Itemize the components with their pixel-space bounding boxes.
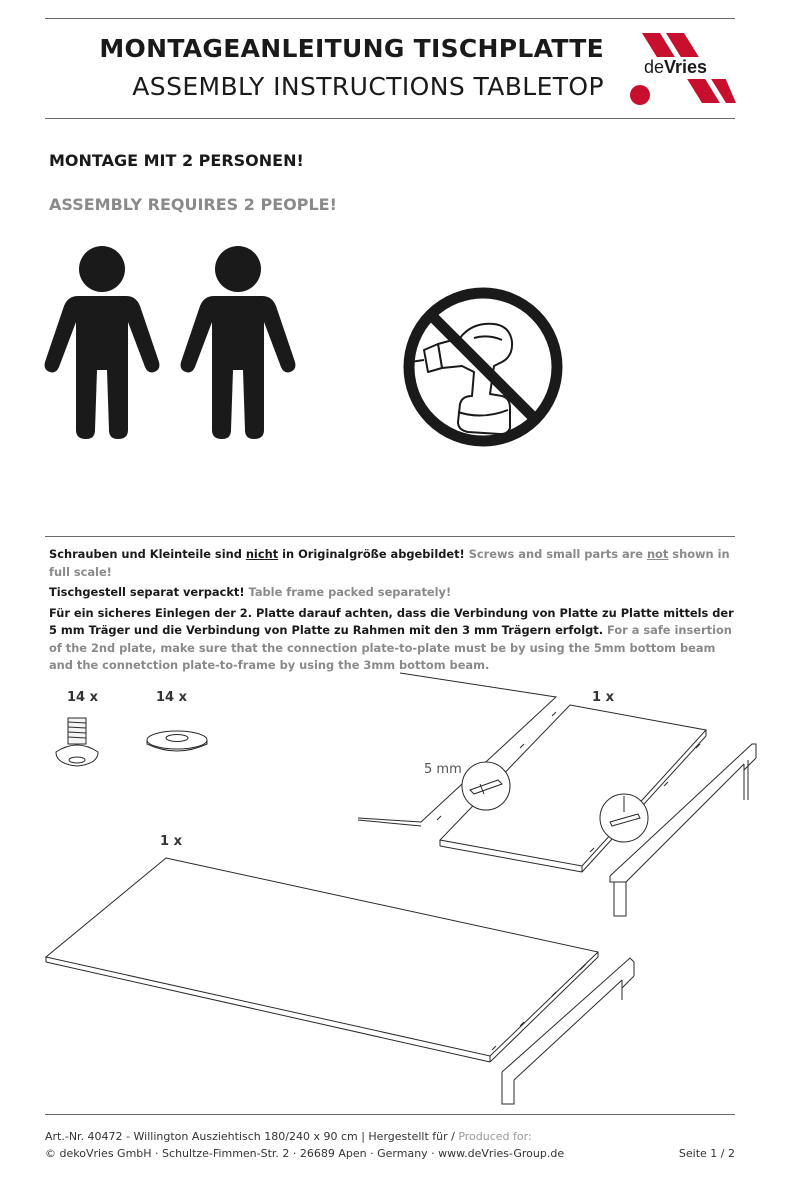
- dimension-5mm: 5 mm: [424, 762, 462, 777]
- note-frame-packed: Tischgestell separat verpackt! Table frame packed separately!: [49, 585, 452, 599]
- logo-text-de: de: [644, 57, 665, 77]
- footer-article-info: Art.-Nr. 40472 - Willington Ausziehtisch 180/240 x 90 cm | Hergestellt für / Produced for:: [45, 1130, 532, 1143]
- washer-quantity: 14 x: [156, 690, 188, 705]
- heading-german: MONTAGE MIT 2 PERSONEN!: [49, 151, 304, 170]
- washer-icon: [147, 731, 207, 751]
- plate-large-drawing: [46, 858, 598, 1062]
- footer-company-info: © dekoVries GmbH · Schultze-Fimmen-Str. 2 · 26689 Apen · Germany · www.deVries-Group.de: [45, 1147, 565, 1160]
- screw-quantity: 14 x: [67, 690, 99, 705]
- note-small-parts-de: Schrauben und Kleinteile sind nicht in Originalgröße abgebildet!: [49, 547, 465, 561]
- screw-icon: [56, 718, 98, 766]
- plate-large-quantity: 1 x: [160, 834, 182, 849]
- page-number: Seite 1 / 2: [678, 1147, 735, 1160]
- note-small-parts-en: Screws and small parts are not shown in full scale!: [49, 547, 730, 579]
- note-plate-insertion: Für ein sicheres Einlegen der 2. Platte darauf achten, dass die Verbindung von Platte zu Platte mittels der 5 mm Träger und die Verbindung von Platte zu Rahmen mit den 3 mm Trägern erfolgt. For a safe insertion of the 2nd plate, make sure that the connection plate-to-plate must be by using the 5mm bottom beam and the connetction plate-to-frame by using the 3mm bottom beam.: [49, 605, 734, 672]
- title-german: MONTAGEANLEITUNG TISCHPLATTE: [99, 34, 604, 63]
- plate-small-drawing: [358, 673, 706, 872]
- logo-text-vries: Vries: [664, 57, 708, 77]
- footer-rule: [45, 1114, 735, 1115]
- plate-small-quantity: 1 x: [592, 690, 614, 705]
- title-english: ASSEMBLY INSTRUCTIONS TABLETOP: [132, 72, 604, 101]
- heading-english: ASSEMBLY REQUIRES 2 PEOPLE!: [49, 195, 337, 214]
